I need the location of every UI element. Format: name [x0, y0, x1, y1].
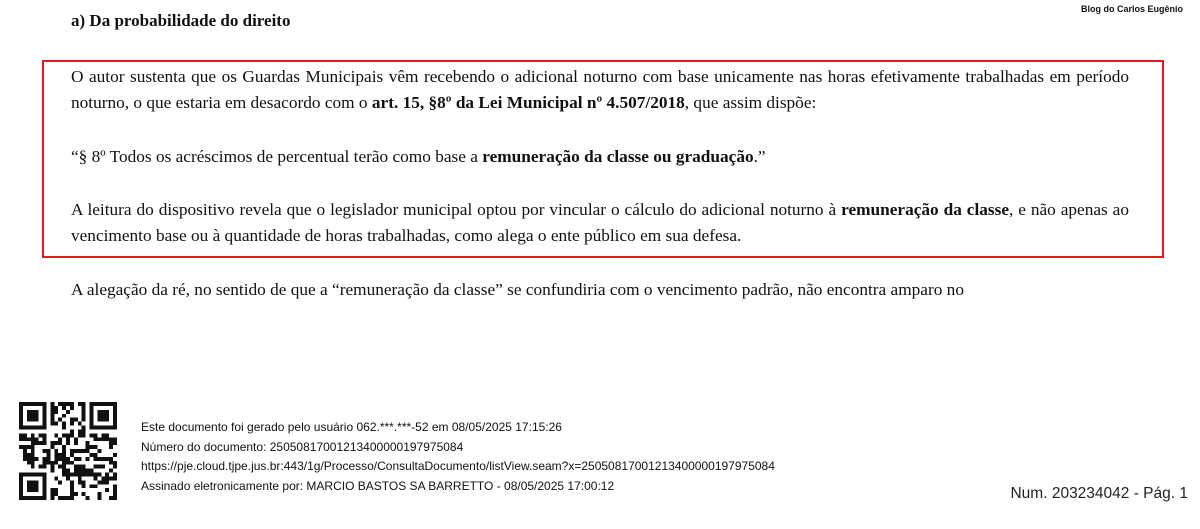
signature-line: Assinado eletronicamente por: MARCIO BASTOS SA BARRETTO - 08/05/2025 17:00:12: [141, 478, 615, 493]
section-heading: a) Da probabilidade do direito: [71, 11, 291, 30]
document-url-line[interactable]: https://pje.cloud.tjpe.jus.br:443/1g/Processo/ConsultaDocumento/listView.seam?x=25050817001213400000197975084: [141, 459, 775, 473]
paragraph-4: A alegação da ré, no sentido de que a “remuneração da classe” se confundiria com o vencimento padrão, não encontra amparo no: [71, 280, 964, 299]
watermark-text: Blog do Carlos Eugênio: [1080, 4, 1183, 14]
document-number-line: Número do documento: 25050817001213400000197975084: [141, 439, 464, 454]
paragraph-2-bold: remuneração da classe ou graduação: [482, 147, 754, 166]
paragraph-2-quote: [71, 144, 1129, 170]
generated-by-line: Este documento foi gerado pelo usuário 062.***.***-52 em 08/05/2025 17:15:26: [141, 420, 562, 434]
paragraph-3-text-b: , e não apenas ao vencimento base ou à quantidade de horas trabalhadas, como alega o ente público em sua defesa.: [71, 200, 1129, 245]
page-number: Num. 203234042 - Pág. 1: [1010, 485, 1188, 502]
paragraph-3: [71, 197, 1129, 249]
paragraph-1-text-b: , que assim dispõe:: [684, 93, 817, 112]
paragraph-1-law-reference: art. 15, §8º da Lei Municipal nº 4.507/2018: [371, 93, 685, 112]
paragraph-2-text-b: .”: [753, 147, 766, 166]
paragraph-2-text-a: “§ 8º Todos os acréscimos de percentual terão como base a: [71, 147, 483, 166]
paragraph-1-text-a: O autor sustenta que os Guardas Municipais vêm recebendo o adicional noturno com base unicamente nas horas efetivamente trabalhadas em período noturno, o que estaria em desacordo com o: [71, 67, 1129, 112]
qr-code-icon: [19, 402, 117, 500]
document-metadata: [141, 418, 775, 496]
paragraph-3-text-a: A leitura do dispositivo revela que o legislador municipal optou por vincular o cálculo do adicional noturno à: [71, 200, 842, 219]
paragraph-3-bold: remuneração da classe: [841, 200, 1010, 219]
paragraph-1: [71, 64, 1129, 116]
